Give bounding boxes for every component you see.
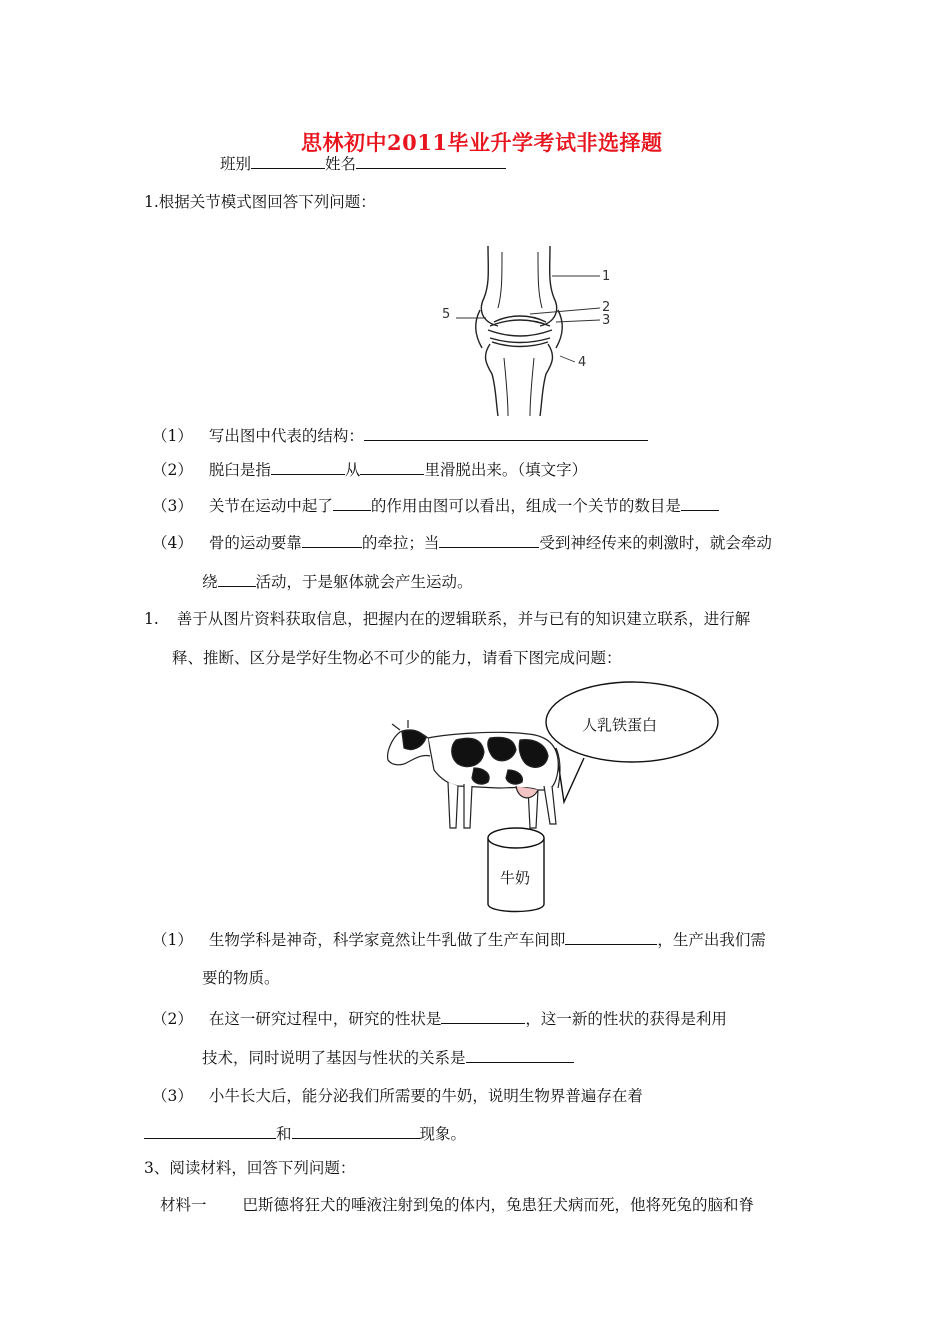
q1-item-1: （1） 写出图中代表的结构： — [152, 426, 648, 446]
q2-2-blank-a[interactable] — [441, 1009, 525, 1024]
bubble-text: 人乳铁蛋白 — [582, 716, 658, 734]
joint-capsule-left — [476, 310, 482, 348]
q2-1-blank[interactable] — [565, 930, 657, 945]
q1-heading: 1.根据关节模式图回答下列问题： — [144, 193, 376, 211]
q2-item-3-cont: 和 现象。 — [144, 1124, 466, 1144]
q2-item-1-cont: 要的物质。 — [202, 969, 280, 987]
q2-3-blank-a[interactable] — [144, 1124, 276, 1139]
q1-3-blank-b[interactable] — [681, 496, 719, 511]
q1-2-blank-a[interactable] — [271, 460, 345, 475]
cow — [388, 720, 560, 828]
joint-cavity — [488, 330, 552, 336]
q1-2-blank-b[interactable] — [360, 460, 424, 475]
label-3: 3 — [602, 313, 611, 328]
q1-3-blank-a[interactable] — [333, 496, 371, 511]
upper-bone-right — [540, 246, 557, 326]
q3-material-1: 材料一 巴斯德将狂犬的唾液注射到兔的体内，兔患狂犬病而死，他将死兔的脑和脊 — [160, 1196, 755, 1214]
label-1: 1 — [602, 269, 611, 284]
q1-item-4: （4） 骨的运动要靠 的牵拉；当 受到神经传来的刺激时，就会牵动 — [152, 534, 772, 552]
q3-heading: 3、阅读材料，回答下列问题： — [144, 1159, 356, 1177]
cup-text: 牛奶 — [500, 869, 531, 887]
class-label: 班别 — [220, 155, 252, 173]
lower-bone-right — [540, 344, 552, 416]
label-5: 5 — [442, 307, 451, 322]
q2-item-2-cont: 技术，同时说明了基因与性状的关系是 — [202, 1048, 574, 1068]
joint-diagram — [430, 238, 630, 418]
q2-item-1: （1） 生物学科是神奇，科学家竟然让牛乳做了生产车间即 ，生产出我们需 — [152, 931, 766, 949]
q1-item-2: （2） 脱臼是指 从 里滑脱出来。（填文字） — [152, 461, 588, 479]
q2-3-blank-b[interactable] — [292, 1124, 420, 1139]
upper-bone-left — [481, 246, 498, 326]
class-blank[interactable] — [251, 154, 325, 169]
q2-2-blank-b[interactable] — [466, 1048, 574, 1063]
q1-4-blank-a[interactable] — [302, 533, 362, 548]
label-4: 4 — [578, 355, 587, 370]
joint-capsule-right — [556, 310, 562, 348]
student-info-line — [220, 154, 506, 174]
q2-heading-line2: 释、推断、区分是学好生物必不可少的能力，请看下图完成问题： — [172, 649, 622, 667]
page-title: 思林初中2011毕业升学考试非选择题 — [301, 130, 663, 155]
speech-bubble — [546, 682, 718, 802]
q1-1-blank[interactable] — [364, 426, 648, 441]
lower-cartilage — [490, 338, 550, 343]
upper-cartilage — [494, 316, 546, 322]
name-label: 姓名 — [325, 155, 357, 173]
name-blank[interactable] — [356, 154, 506, 169]
q1-item-3: （3） 关节在运动中起了 的作用由图可以看出，组成一个关节的数目是 — [152, 496, 719, 516]
q2-heading-line1: 1. 善于从图片资料获取信息，把握内在的逻辑联系，并与已有的知识建立联系，进行解 — [144, 610, 751, 628]
lower-bone-left — [486, 344, 498, 416]
cow-illustration — [378, 678, 728, 918]
q1-4-blank-c[interactable] — [218, 572, 256, 587]
q1-item-4-cont: 绕 活动，于是躯体就会产生运动。 — [202, 573, 473, 591]
label-2: 2 — [602, 300, 611, 315]
q2-item-3: （3） 小牛长大后，能分泌我们所需要的牛奶，说明生物界普遍存在着 — [152, 1087, 643, 1105]
q2-item-2: （2） 在这一研究过程中，研究的性状是 ，这一新的性状的获得是利用 — [152, 1010, 727, 1028]
q1-4-blank-b[interactable] — [439, 533, 539, 548]
